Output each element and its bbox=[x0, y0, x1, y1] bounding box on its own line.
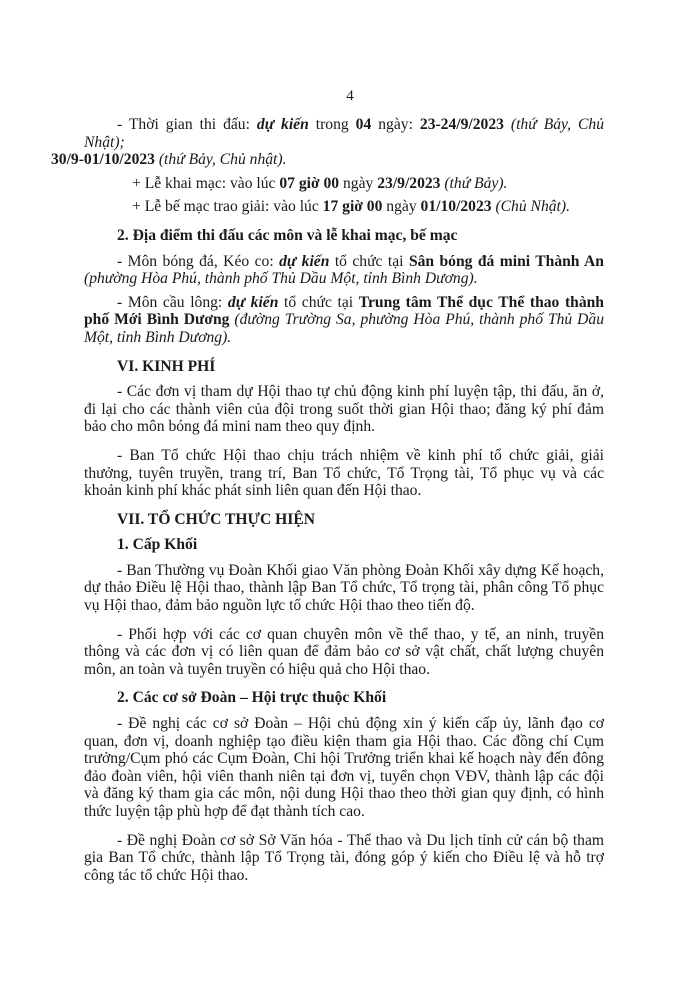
text: (Chủ Nhật). bbox=[491, 198, 570, 216]
text: - Môn bóng đá, Kéo co: bbox=[117, 252, 280, 270]
text: 30/9-01/10/2023 bbox=[51, 151, 155, 169]
implementation-paragraph: - Đề nghị Đoàn cơ sở Sở Văn hóa - Thể thao và Du lịch tỉnh cử cán bộ tham gia Ban Tổ chức, thành lập Tổ Trọng tài, đóng góp ý kiến cho Điều lệ và hỗ trợ công tác tổ chức Hội thao. bbox=[84, 831, 604, 884]
venue-heading: 2. Địa điểm thi đấu các môn và lễ khai mạc, bế mạc bbox=[117, 226, 458, 244]
subsection-heading: 1. Cấp Khối bbox=[117, 536, 198, 554]
implementation-paragraph: - Đề nghị các cơ sở Đoàn – Hội chủ động xin ý kiến cấp ủy, lãnh đạo cơ quan, đơn vị, doanh nghiệp tạo điều kiện tham gia Hội thao. Các đồng chí Cụm trưởng/Cụm phó các Cụm Đoàn, Chi hội Trưởng triển khai kế hoạch này đến đông đảo đoàn viên, hội viên thanh niên tại đơn vị, tuyển chọn VĐV, thành lập các đội và đăng ký tham gia các môn, nội dung Hội thao theo thời gian quy định, có hình thức luyện tập phù hợp để đạt thành tích cao. bbox=[84, 715, 604, 820]
text: 17 giờ 00 bbox=[322, 198, 383, 216]
venue-badminton bbox=[84, 294, 604, 347]
document-body bbox=[51, 116, 605, 890]
text: dự kiến bbox=[256, 116, 309, 133]
closing-ceremony bbox=[84, 198, 604, 216]
implementation-paragraph: - Ban Thường vụ Đoàn Khối giao Văn phòng Đoàn Khối xây dựng Kế hoạch, dự thảo Điều lệ Hội thao, thành lập Ban Tổ chức, Tổ trọng tài, phân công Tổ phục vụ Hội thao, đảm bảo nguồn lực tổ chức Hội thao theo tiến độ. bbox=[84, 561, 604, 615]
implementation-heading: VII. TỔ CHỨC THỰC HIỆN bbox=[117, 510, 315, 528]
text: tổ chức tại bbox=[329, 252, 409, 270]
text: + Lễ bế mạc trao giải: vào lúc bbox=[132, 198, 323, 216]
text: Trung tâm Thể dục Thể thao thành phố Mới Bình Dương bbox=[84, 293, 604, 329]
text: 23/9/2023 bbox=[377, 174, 441, 192]
schedule-competition-time bbox=[51, 116, 604, 169]
text: dự kiến bbox=[279, 252, 330, 270]
text: (phường Hòa Phú, thành phố Thủ Dầu Một, tỉnh Bình Dương). bbox=[84, 270, 478, 288]
text: (thứ Bảy, Chủ Nhật); bbox=[84, 116, 604, 151]
funding-paragraph: - Ban Tổ chức Hội thao chịu trách nhiệm về kinh phí tổ chức giải, giải thưởng, tuyên truyền, trang trí, Ban Tổ chức, Tổ Trọng tài, Tổ phục vụ và các khoản kinh phí khác phát sinh liên quan đến Hội thao. bbox=[84, 446, 604, 500]
text: - Môn cầu lông: bbox=[117, 293, 228, 311]
text: + Lễ khai mạc: vào lúc bbox=[132, 174, 280, 192]
text: (thứ Bảy, Chủ nhật). bbox=[154, 151, 287, 169]
text: ngày bbox=[339, 174, 378, 192]
implementation-paragraph: - Phối hợp với các cơ quan chuyên môn về thể thao, y tế, an ninh, truyền thông và các đơn vị có liên quan để đảm bảo cơ sở vật chất, chất lượng chuyên môn, an toàn và tuyên truyền có hiệu quả cho Hội thao. bbox=[84, 625, 604, 678]
subsection-heading: 2. Các cơ sở Đoàn – Hội trực thuộc Khối bbox=[117, 689, 387, 707]
page-number: 4 bbox=[346, 88, 354, 104]
text: Sân bóng đá mini Thành An bbox=[408, 252, 604, 270]
venue-football bbox=[84, 253, 604, 288]
text: tổ chức tại bbox=[278, 293, 359, 311]
text: ngày bbox=[382, 198, 421, 216]
funding-paragraph: - Các đơn vị tham dự Hội thao tự chủ động kinh phí luyện tập, thi đấu, ăn ở, đi lại cho các thành viên của đội trong suốt thời gian Hội thao; đăng ký phí đảm bảo cho môn bóng đá mini nam theo quy định. bbox=[84, 383, 604, 436]
text: 01/10/2023 bbox=[420, 198, 492, 216]
text: trong bbox=[308, 116, 356, 133]
opening-ceremony bbox=[84, 175, 604, 193]
text: - Thời gian thi đấu: bbox=[117, 116, 257, 133]
text: 07 giờ 00 bbox=[279, 174, 340, 192]
text: (thứ Bảy). bbox=[440, 174, 508, 192]
text: dự kiến bbox=[227, 293, 279, 311]
text: 04 bbox=[355, 116, 372, 133]
text: 23-24/9/2023 bbox=[419, 116, 504, 133]
text: (đường Trường Sa, phường Hòa Phú, thành phố Thủ Dầu Một, tỉnh Bình Dương). bbox=[84, 311, 605, 346]
funding-heading: VI. KINH PHÍ bbox=[117, 357, 216, 375]
text: ngày: bbox=[371, 116, 420, 133]
